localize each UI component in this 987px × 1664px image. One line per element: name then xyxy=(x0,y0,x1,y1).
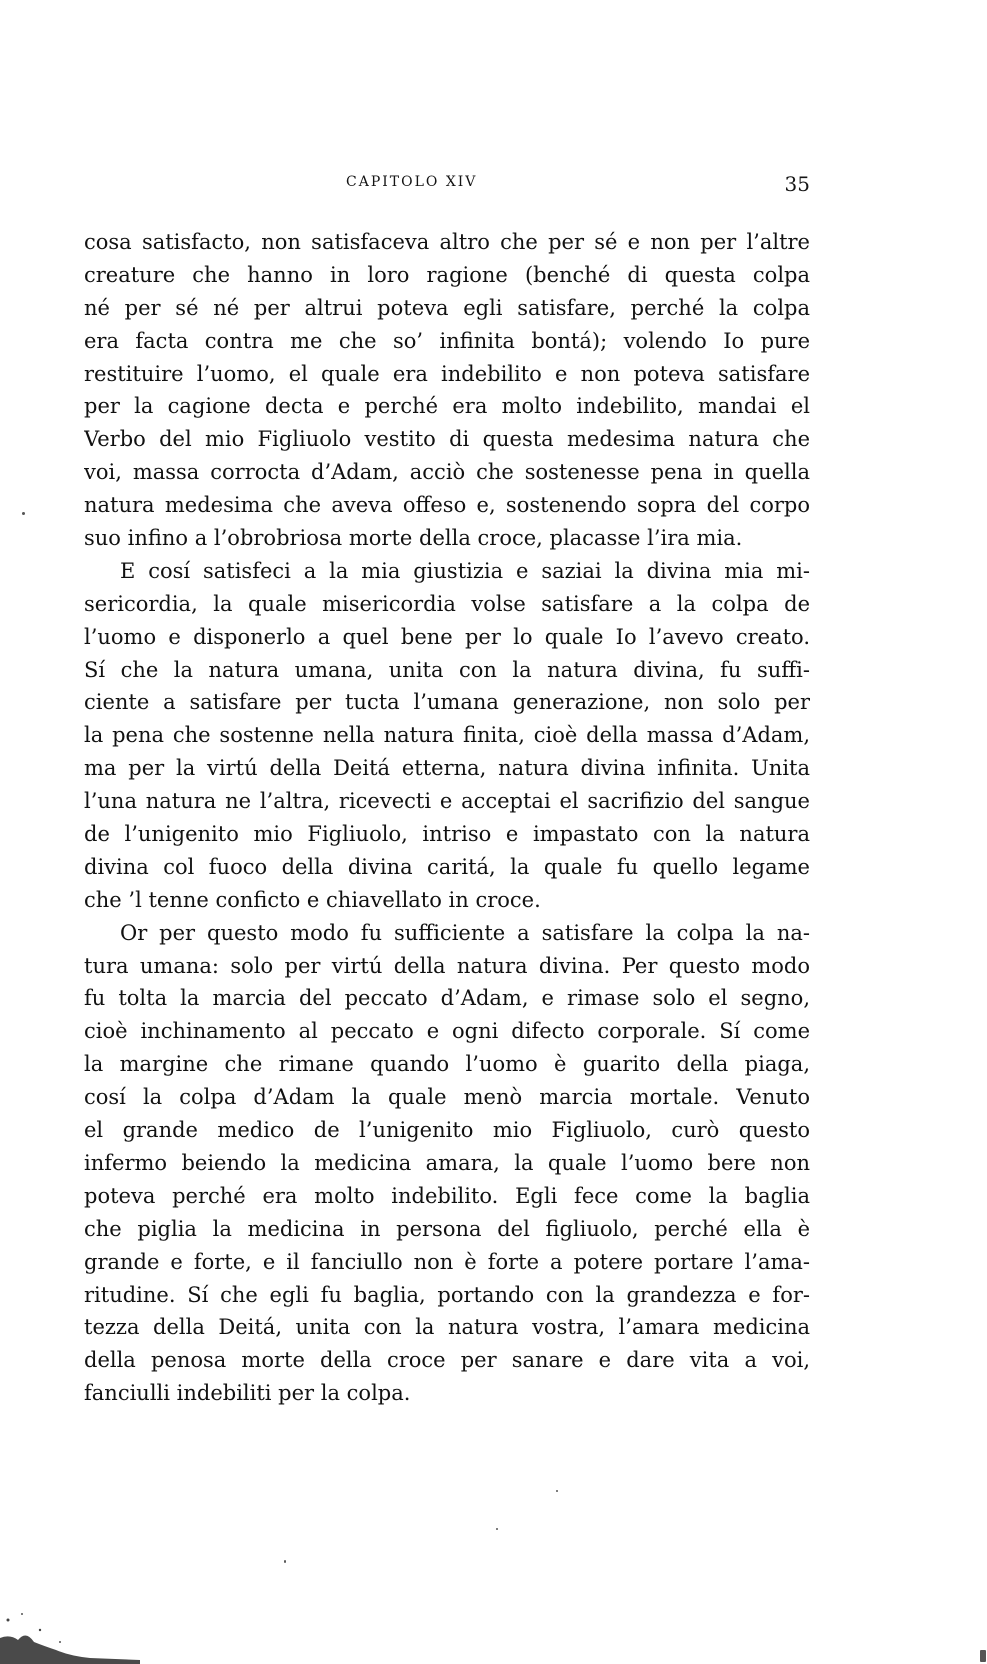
scan-edge-smudge xyxy=(0,1590,140,1664)
text-line: la margine che rimane quando l’uomo è guarito della piaga, xyxy=(84,1052,810,1077)
text-line: divina col fuoco della divina caritá, la quale fu quello legame xyxy=(84,854,810,879)
text-line: della penosa morte della croce per sanare e dare vita a voi, xyxy=(84,1348,810,1373)
body-text xyxy=(84,226,810,1410)
text-line: natura medesima che aveva offeso e, sostenendo sopra del corpo xyxy=(84,493,810,518)
text-line: voi, massa corrocta d’Adam, acciò che sostenesse pena in quella xyxy=(84,460,810,485)
running-header xyxy=(84,162,810,202)
text-line: de l’unigenito mio Figliuolo, intriso e impastato con la natura xyxy=(84,822,810,847)
text-line: fu tolta la marcia del peccato d’Adam, e rimase solo el segno, xyxy=(84,986,810,1011)
text-line: era facta contra me che so’ infinita bontá); volendo Io pure xyxy=(84,328,810,353)
text-line: Sí che la natura umana, unita con la natura divina, fu suffi- xyxy=(84,657,810,682)
paragraph-3 xyxy=(84,917,810,1410)
text-line: che ’l tenne conficto e chiavellato in croce. xyxy=(84,887,541,912)
scan-speck xyxy=(980,1650,986,1662)
scan-speck xyxy=(284,1560,286,1563)
text-line: ma per la virtú della Deitá etterna, natura divina infinita. Unita xyxy=(84,756,810,781)
text-line: grande e forte, e il fanciullo non è forte a potere portare l’ama- xyxy=(84,1249,810,1274)
text-line: cosa satisfacto, non satisfaceva altro che per sé e non per l’altre xyxy=(84,230,810,254)
paragraph-2 xyxy=(84,555,810,917)
scan-speck xyxy=(496,1528,498,1530)
page-number: 35 xyxy=(784,172,810,196)
text-line: Or per questo modo fu sufficiente a satisfare la colpa la na- xyxy=(120,920,810,945)
text-line: restituire l’uomo, el quale era indebilito e non poteva satisfare xyxy=(84,361,810,386)
chapter-title: CAPITOLO XIV xyxy=(346,174,478,190)
text-line: né per sé né per altrui poteva egli satisfare, perché la colpa xyxy=(84,295,810,320)
text-line: suo infino a l’obrobriosa morte della croce, placasse l’ira mia. xyxy=(84,526,743,551)
text-line: la pena che sostenne nella natura finita, cioè della massa d’Adam, xyxy=(84,723,810,748)
text-line: creature che hanno in loro ragione (benché di questa colpa xyxy=(84,262,810,287)
text-line: infermo beiendo la medicina amara, la quale l’uomo bere non xyxy=(84,1150,810,1175)
text-line: l’uomo e disponerlo a quel bene per lo quale Io l’avevo creato. xyxy=(84,624,810,649)
text-line: tura umana: solo per virtú della natura divina. Per questo modo xyxy=(84,953,810,978)
scan-speck xyxy=(22,512,25,515)
text-line: che piglia la medicina in persona del figliuolo, perché ella è xyxy=(84,1216,810,1241)
text-line: fanciulli indebiliti per la colpa. xyxy=(84,1381,411,1406)
scan-speck xyxy=(556,1490,558,1492)
text-line: ritudine. Sí che egli fu baglia, portando con la grandezza e for- xyxy=(84,1282,810,1307)
text-line: tezza della Deitá, unita con la natura vostra, l’amara medicina xyxy=(84,1315,810,1340)
text-line: el grande medico de l’unigenito mio Figliuolo, curò questo xyxy=(84,1118,810,1143)
text-line: poteva perché era molto indebilito. Egli fece come la baglia xyxy=(84,1183,810,1208)
paragraph-1 xyxy=(84,226,810,555)
text-line: cioè inchinamento al peccato e ogni difecto corporale. Sí come xyxy=(84,1019,810,1044)
text-line: per la cagione decta e perché era molto indebilito, mandai el xyxy=(84,394,810,419)
text-line: cosí la colpa d’Adam la quale menò marcia mortale. Venuto xyxy=(84,1085,810,1110)
text-line: sericordia, la quale misericordia volse satisfare a la colpa de xyxy=(84,591,810,616)
text-line: Verbo del mio Figliuolo vestito di questa medesima natura che xyxy=(84,427,810,452)
text-line: l’una natura ne l’altra, ricevecti e acceptai el sacrifizio del sangue xyxy=(84,789,810,814)
text-line: E cosí satisfeci a la mia giustizia e saziai la divina mia mi- xyxy=(120,558,810,583)
text-line: ciente a satisfare per tucta l’umana generazione, non solo per xyxy=(84,690,810,715)
